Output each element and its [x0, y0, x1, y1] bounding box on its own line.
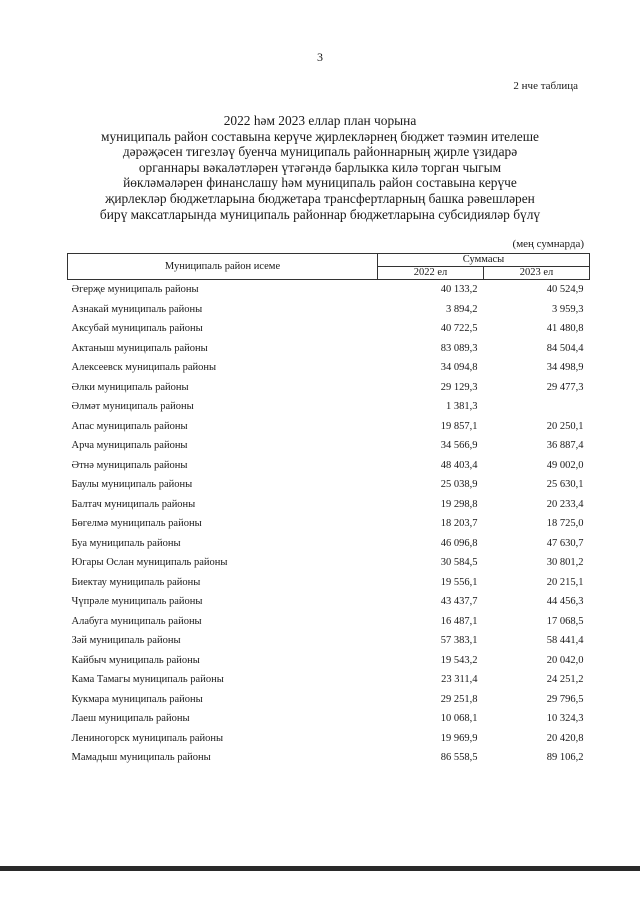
value-2022: 57 383,1 [440, 635, 478, 647]
table-row [68, 553, 590, 573]
value-2023: 17 068,5 [546, 615, 584, 627]
title-line: дәрәҗәсен тигезләү буенча муниципаль районнарның җирле үзидарә [122, 144, 518, 160]
district-name: Кама Тамагы муниципаль районы [71, 674, 224, 686]
value-2023: 20 233,4 [546, 498, 584, 510]
value-2022: 48 403,4 [440, 459, 478, 471]
title-line: бирү максатларында муниципаль районнар бюджетларына субсидияләр бүлү [99, 206, 541, 222]
district-name: Зәй муниципаль районы [71, 635, 181, 647]
units-label: (мең сумнарда) [512, 238, 584, 250]
value-2022: 18 203,7 [440, 518, 478, 530]
district-name: Балтач муниципаль районы [71, 498, 196, 510]
district-name: Әгерҗе муниципаль районы [71, 284, 199, 296]
value-2023: 20 215,1 [546, 576, 584, 588]
title-line: муниципаль район составына керүче җирлекләрнең бюджет тәэмин ителеше [101, 128, 539, 144]
subsidy-table [67, 253, 590, 768]
value-2023: 47 630,7 [546, 537, 584, 549]
value-2022: 34 094,8 [440, 362, 478, 374]
district-name: Лениногорск муниципаль районы [71, 732, 224, 744]
value-2023: 29 796,5 [546, 693, 584, 705]
value-2023: 84 504,4 [546, 342, 584, 354]
district-name: Югары Ослан муниципаль районы [71, 557, 228, 569]
district-name: Биектау муниципаль районы [71, 576, 201, 588]
value-2022: 10 068,1 [440, 713, 478, 725]
value-2022: 46 096,8 [440, 537, 478, 549]
value-2022: 23 311,4 [441, 674, 478, 686]
value-2023: 34 498,9 [546, 362, 584, 374]
value-2023: 10 324,3 [546, 713, 584, 725]
district-name: Кайбыч муниципаль районы [71, 654, 200, 666]
value-2022: 40 722,5 [440, 323, 478, 335]
district-name: Аксубай муниципаль районы [71, 323, 203, 335]
value-2023: 20 042,0 [546, 654, 584, 666]
value-2023: 24 251,2 [546, 674, 584, 686]
value-2022: 86 558,5 [440, 752, 478, 764]
district-name: Баулы муниципаль районы [71, 479, 193, 491]
value-2023: 40 524,9 [546, 284, 584, 296]
table-row [68, 514, 590, 534]
table-row [68, 631, 590, 651]
value-2022: 34 566,9 [440, 440, 478, 452]
value-2022: 19 857,1 [440, 420, 478, 432]
district-name: Апас муниципаль районы [71, 420, 188, 432]
value-2023: 36 887,4 [546, 440, 584, 452]
value-2022: 3 894,2 [446, 303, 478, 315]
table-row [68, 280, 590, 300]
value-2023: 44 456,3 [546, 596, 584, 608]
district-name: Мамадыш муниципаль районы [71, 752, 211, 764]
value-2022: 19 543,2 [440, 654, 478, 666]
value-2022: 19 969,9 [440, 732, 478, 744]
value-2023: 20 420,8 [546, 732, 584, 744]
table-row [68, 748, 590, 768]
table-row [68, 436, 590, 456]
table-row [68, 612, 590, 632]
table-row [68, 397, 590, 417]
table-row [68, 651, 590, 671]
value-2022: 30 584,5 [440, 557, 478, 569]
table-row [68, 729, 590, 749]
value-2022: 43 437,7 [440, 596, 478, 608]
table-reference: 2 нче таблица [513, 80, 578, 92]
district-name: Буа муниципаль районы [71, 537, 181, 549]
district-name: Алексеевск муниципаль районы [71, 362, 217, 374]
title-line: 2022 һәм 2023 еллар план чорына [223, 113, 417, 128]
value-2022: 19 556,1 [440, 576, 478, 588]
district-name: Арча муниципаль районы [71, 440, 188, 452]
table-row [68, 475, 590, 495]
page-bottom-border [0, 866, 640, 871]
district-name: Азнакай муниципаль районы [71, 303, 203, 315]
column-header-2023: 2023 ел [484, 267, 590, 280]
value-2022: 40 133,2 [440, 284, 478, 296]
value-2022: 19 298,8 [440, 498, 478, 510]
value-2023: 89 106,2 [546, 752, 584, 764]
table-row [68, 573, 590, 593]
table-row [68, 495, 590, 515]
value-2023: 29 477,3 [546, 381, 584, 393]
value-2023: 20 250,1 [546, 420, 584, 432]
table-row [68, 300, 590, 320]
table-row [68, 709, 590, 729]
value-2023: 41 480,8 [546, 323, 584, 335]
value-2022: 25 038,9 [440, 479, 478, 491]
district-name: Лаеш муниципаль районы [71, 713, 190, 725]
table-row [68, 670, 590, 690]
table-row [68, 690, 590, 710]
district-name: Чүпрәле муниципаль районы [71, 596, 203, 608]
table-row [68, 319, 590, 339]
title-line: җирлекләр бюджетларына бюджетара трансфертларның башка рәвешләрен [105, 190, 535, 206]
value-2023 [484, 397, 590, 417]
value-2023: 18 725,0 [546, 518, 584, 530]
value-2023: 25 630,1 [546, 479, 584, 491]
value-2022: 16 487,1 [440, 615, 478, 627]
title-line: йөкләмәләрен финанслашу һәм муниципаль район составына керүче [123, 175, 517, 191]
district-name: Әлмәт муниципаль районы [71, 401, 194, 413]
value-2022: 29 129,3 [440, 381, 478, 393]
value-2022: 1 381,3 [446, 401, 478, 413]
district-name: Бөгелмә муниципаль районы [71, 518, 202, 530]
table-row [68, 534, 590, 554]
value-2022: 83 089,3 [440, 342, 478, 354]
page-number: 3 [317, 50, 323, 64]
district-name: Кукмара муниципаль районы [71, 693, 203, 705]
table-row [68, 378, 590, 398]
value-2023: 49 002,0 [546, 459, 584, 471]
district-name: Актаныш муниципаль районы [71, 342, 208, 354]
table-row [68, 417, 590, 437]
column-header-2022: 2022 ел [378, 267, 484, 280]
table-row [68, 592, 590, 612]
value-2023: 30 801,2 [546, 557, 584, 569]
district-name: Әлки муниципаль районы [71, 381, 189, 393]
title-line: органнары вәкаләтләрен үтәгәндә барлыкка килә торган чыгым [138, 159, 502, 175]
table-row [68, 358, 590, 378]
column-header-sum: Суммасы [378, 254, 590, 267]
district-name: Алабуга муниципаль районы [71, 615, 202, 627]
document-title [60, 113, 580, 222]
district-name: Әтнә муниципаль районы [71, 459, 188, 471]
value-2023: 58 441,4 [546, 635, 584, 647]
column-header-name: Муниципаль район исеме [68, 254, 378, 280]
table-row [68, 339, 590, 359]
value-2023: 3 959,3 [552, 303, 584, 315]
value-2022: 29 251,8 [440, 693, 478, 705]
table-row [68, 456, 590, 476]
